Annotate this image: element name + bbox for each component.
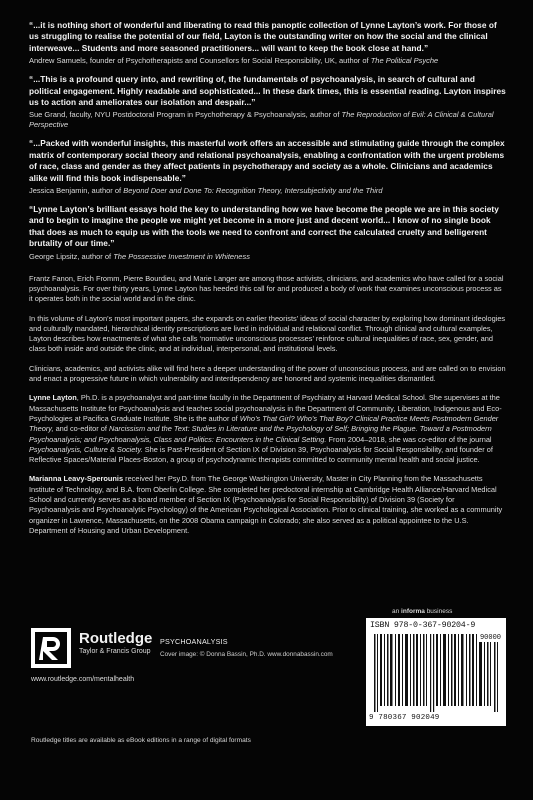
publisher-website: www.routledge.com/mentalhealth: [31, 676, 135, 683]
barcode-digits: 9 780367 902049: [369, 714, 440, 722]
price-code: 90000: [479, 634, 501, 642]
publisher-group: Taylor & Francis Group: [79, 648, 151, 655]
endorsement: [29, 204, 507, 262]
endorsement-quote: “Lynne Layton’s brilliant essays hold the key to understanding how we have become the people we are in this society and to begin to imagine the people we might yet become in a more just and decent world... I know of no single book that does as much to equip us with the tools we need to confront and correct the calculated cruelty and belligerent brutality of our time.”: [29, 204, 499, 249]
description-paragraph: In this volume of Layton’s most important papers, she expands on earlier theorists’ ideas of social character by exploring how dominant ideologies and culturally mandated, hierarchical identity prescriptions are lived in individual and relational conflict. Through clinical and cultural examples, Layton describes how enactments of what she calls ‘normative unconscious processes’ reinforce cultural inequalities of race, sex, gender, and class both inside and outside the clinic, and at individual, interpersonal, and institutional levels.: [29, 313, 506, 354]
author-bio-layton: Lynne Layton, Ph.D. is a psychoanalyst and part-time faculty in the Department of Psychiatry at Harvard Medical School. She supervises at the Massachusetts Institute for Psychoanalysis and teaches social psychoanalysis in the Department of Community, Liberation, Indigenous and Eco-Psychologies at Pacifica Graduate Institute. She is the author of Who’s That Girl? Who’s That Boy? Clinical Practice Meets Postmodern Gender Theory, and co-editor of Narcissism and the Text: Studies in Literature and the Psychology of Self; Bringing the Plague. Toward a Postmodern Psychoanalysis; and Psychoanalysis, Class and Politics: Encounters in the Clinical Setting. From 2004–2018, she was co-editor of the journal Psychoanalysis, Culture & Society. She is Past-President of Section IX of Division 39, Psychoanalysis for Social Responsibility, and founder of Reflective Spaces/Material Places-Boston, a group of psychodynamic therapists committed to community mental health and social justice.: [29, 393, 502, 465]
publisher-brand: [79, 630, 152, 655]
endorsement-quote: “...This is a profound query into, and rewriting of, the fundamentals of psychoanalysis, in search of cultural and political engagement. Highly readable and sophisticated... In these dark times, this is essential reading. Layton inspires us to action and ameliorates our isolation and despair...”: [29, 74, 506, 108]
informa-business-label: an informa business: [392, 608, 453, 615]
endorsement-quote: “...it is nothing short of wonderful and liberating to read this panoptic collection of Lynne Layton’s work. For those of us struggling to realise the potential of our field, Layton is the outstanding writer on how the social and the clinical interweave... Students and more seasoned practitioners... will want to keep the book close at hand.”: [29, 20, 497, 53]
back-cover-content: [29, 20, 507, 545]
endorsement: [29, 138, 507, 196]
routledge-logo-icon: [31, 628, 71, 668]
description-paragraph: Clinicians, academics, and activists alike will find here a deeper understanding of the power of unconscious process, and are called on to envision and enact a progressive future in which vulnerability and interdependency are honored and systemic inequalities dismantled.: [29, 363, 506, 384]
isbn-text: ISBN 978-0-367-90204-9: [370, 621, 476, 630]
description-paragraph: Frantz Fanon, Erich Fromm, Pierre Bourdieu, and Marie Langer are among those activists, clinicians, and academics who have called for a social psychoanalysis. For over thirty years, Lynne Layton has heeded this call for and produced a body of work that examines unconscious process as it operates both in the social world and in the clinic.: [29, 273, 504, 304]
endorsement-quote: “...Packed with wonderful insights, this masterful work offers an accessible and stimulating guide through the complex matrix of contemporary social theory and relational psychoanalysis, enabling a confrontation with the urgent problems of race, class and gender as they affect patients in psychotherapy and society as a whole. Clinicians and academics alike will find this book indispensable.”: [29, 138, 505, 183]
barcode-panel: [366, 618, 506, 726]
endorsement: [29, 74, 507, 130]
ebook-availability-note: Routledge titles are available as eBook editions in a range of digital formats: [31, 737, 251, 744]
endorsement-attribution: Sue Grand, faculty, NYU Postdoctoral Program in Psychotherapy & Psychoanalysis, author of The Reproduction of Evil: A Clinical & Cultural Perspective: [29, 110, 494, 130]
endorsement-attribution: Andrew Samuels, founder of Psychotherapists and Counsellors for Social Responsibility, UK, author of The Political Psyche: [29, 56, 439, 66]
cover-image-credit: Cover image: © Donna Bassin, Ph.D. www.donnabassin.com: [160, 651, 333, 658]
endorsement: [29, 20, 507, 66]
endorsement-attribution: Jessica Benjamin, author of Beyond Doer and Done To: Recognition Theory, Intersubjectivity and the Third: [29, 186, 383, 196]
endorsement-attribution: George Lipsitz, author of The Possessive Investment in Whiteness: [29, 251, 250, 261]
subject-category: PSYCHOANALYSIS: [160, 637, 228, 646]
author-bio-leavy-sperounis: Marianna Leavy-Sperounis received her Psy.D. from The George Washington University, Master in City Planning from the Massachusetts Institute of Technology, and B.A. from Oberlin College. She completed her predoctoral internship at Cambridge Health Alliance/Harvard Medical School and currently serves as a board member of Section IX (Psychoanalysis for Social Responsibility) of Division 39 (Society for Psychoanalysis and Psychoanalytic Psychology) of the American Psychological Association. Prior to clinical training, she worked as a community organizer in Lawrence, Massachusetts, on the 2008 Obama campaign in Colorado; she also served as a political appointee to the U.S. Department of Housing and Urban Development.: [29, 474, 503, 535]
barcode-icon: [374, 634, 500, 712]
publisher-name: Routledge: [79, 630, 153, 647]
